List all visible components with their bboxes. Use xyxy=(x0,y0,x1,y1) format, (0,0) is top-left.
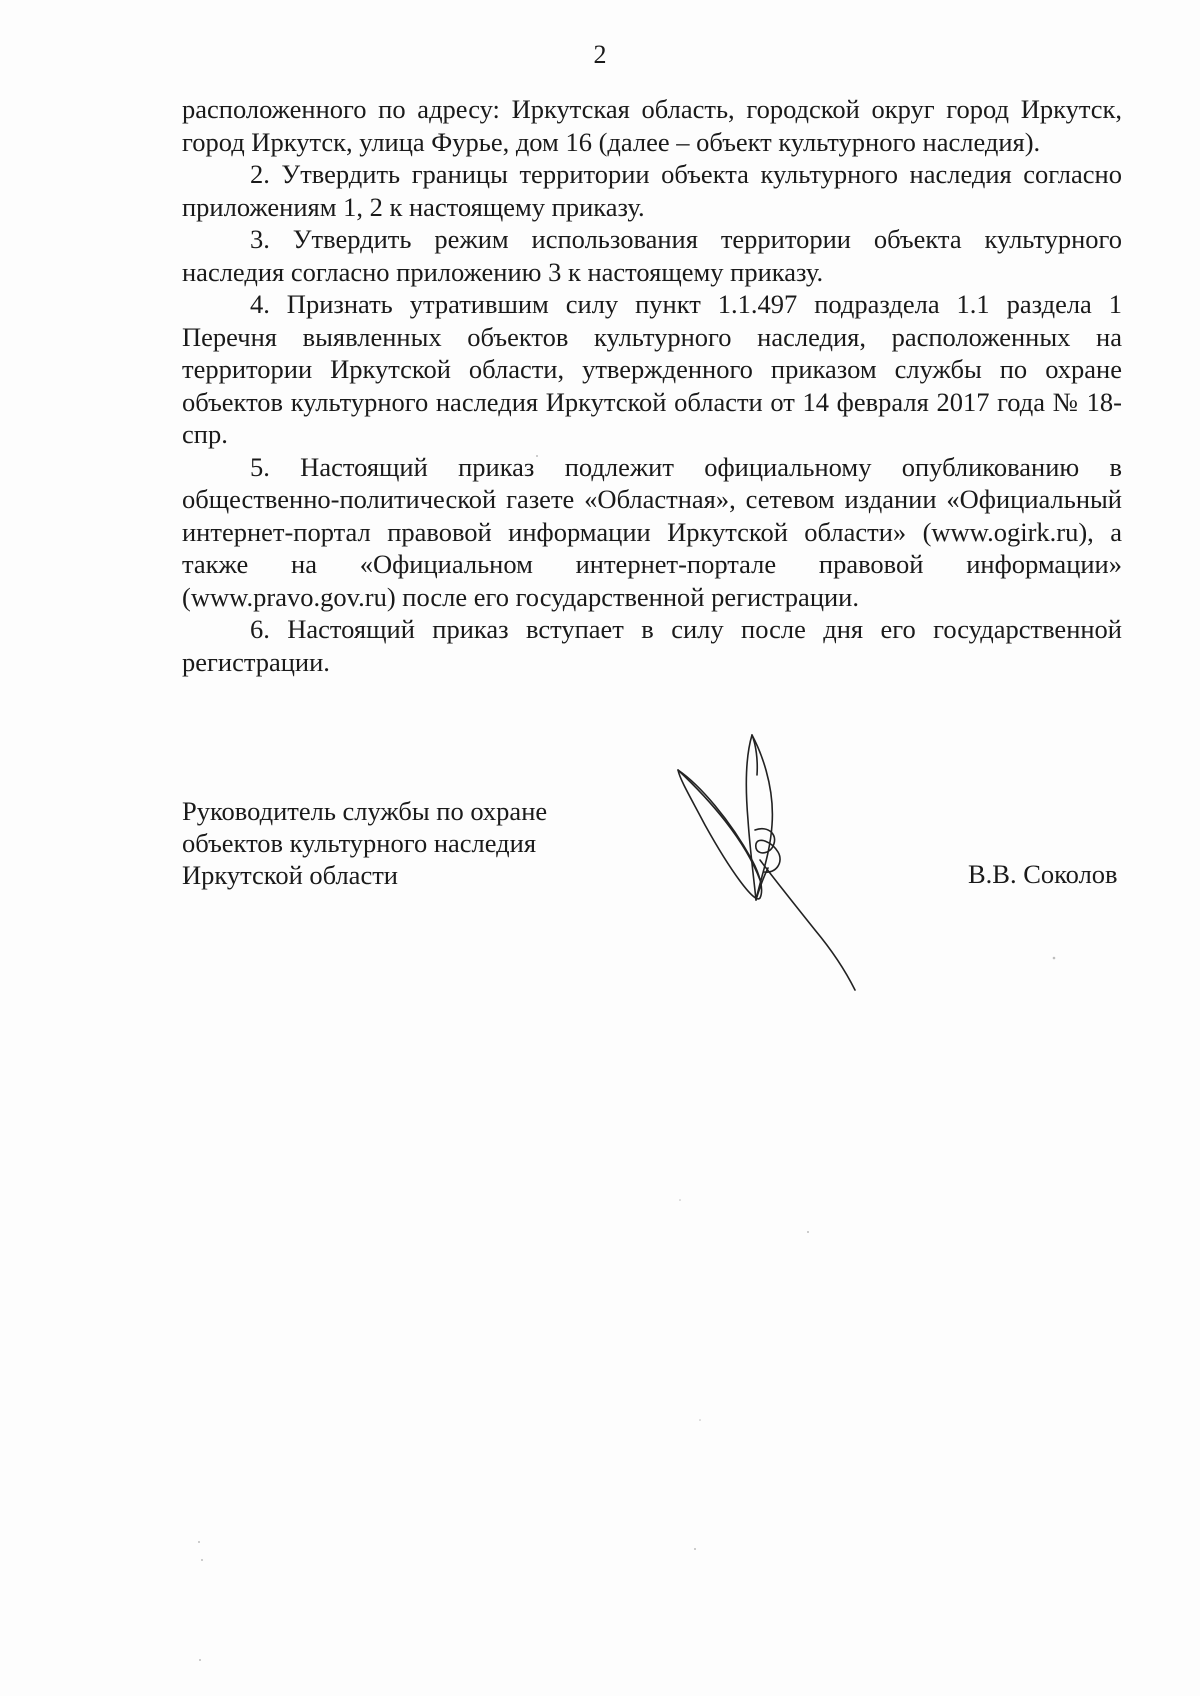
position-line: Иркутской области xyxy=(182,860,398,890)
position-line: Руководитель службы по охране xyxy=(182,796,548,826)
paragraph-item-3: 3. Утвердить режим использования территории объекта культурного наследия согласно приложению 3 к настоящему приказу. xyxy=(182,224,1122,287)
position-line: объектов культурного наследия xyxy=(182,828,537,858)
order-text xyxy=(182,93,1122,678)
signatory-position xyxy=(182,795,547,891)
paragraph-item-2: 2. Утвердить границы территории объекта культурного наследия согласно приложениям 1, 2 к настоящему приказу. xyxy=(182,159,1122,222)
page-number: 2 xyxy=(593,40,607,69)
paragraph-item-5: 5. Настоящий приказ подлежит официальному опубликованию в общественно-политической газете «Областная», сетевом издании «Официальный интернет-портал правовой информации Иркутской области» (www.ogirk.ru), а также на «Официальном интернет-портале правовой информации» (www.pravo.gov.ru) после его государственной регистрации. xyxy=(182,451,1122,612)
signatory-name: В.В. Соколов xyxy=(968,859,1118,889)
paragraph-address: расположенного по адресу: Иркутская область, городской округ город Иркутск, город Иркутск, улица Фурье, дом 16 (далее – объект культурного наследия). xyxy=(182,94,1122,157)
paragraph-item-4: 4. Признать утратившим силу пункт 1.1.497 подраздела 1.1 раздела 1 Перечня выявленных объектов культурного наследия, расположенных на территории Иркутской области, утвержденного приказом службы по охране объектов культурного наследия Иркутской области от 14 февраля 2017 года № 18-спр. xyxy=(182,289,1122,449)
handwritten-signature xyxy=(660,730,880,1000)
paragraph-item-6: 6. Настоящий приказ вступает в силу после дня его государственной регистрации. xyxy=(182,614,1122,677)
